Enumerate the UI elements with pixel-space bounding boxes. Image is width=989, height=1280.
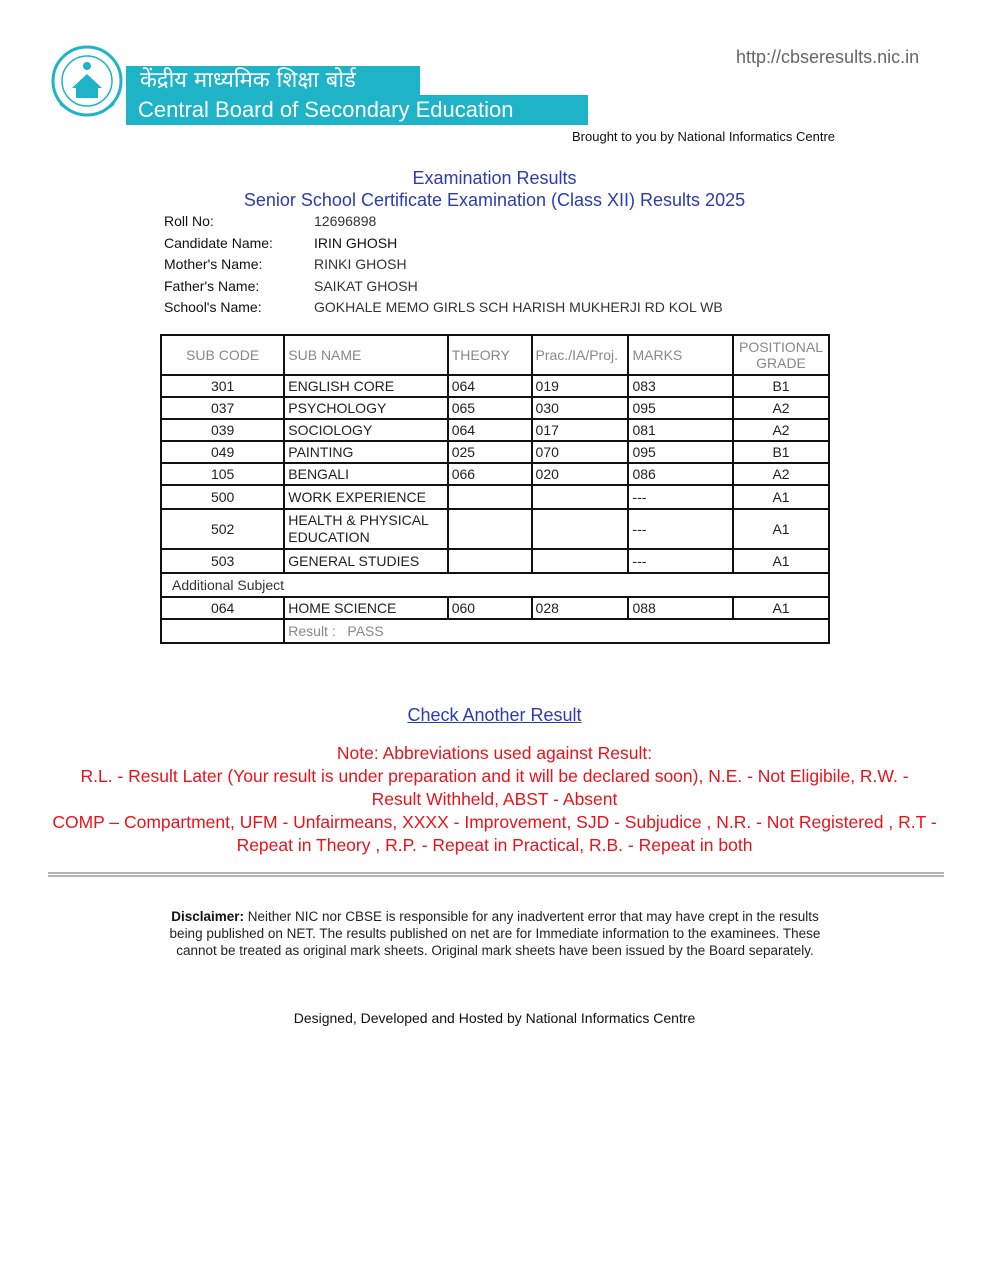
cbse-emblem-logo: [50, 44, 124, 122]
sub-name-line1: HEALTH & PHYSICAL: [288, 512, 429, 528]
table-row: [161, 549, 829, 573]
header-practical: Prac./IA/Proj.: [532, 335, 629, 375]
marks-cell: ---: [628, 509, 733, 549]
practical-cell: 017: [532, 419, 629, 441]
school-name-value: GOKHALE MEMO GIRLS SCH HARISH MUKHERJI RD KOL WB: [314, 299, 723, 315]
sub-code-cell: 039: [161, 419, 284, 441]
board-name-hindi: केंद्रीय माध्यमिक शिक्षा बोर्ड: [126, 66, 420, 95]
note-line-2: COMP – Compartment, UFM - Unfairmeans, XXXX - Improvement, SJD - Subjudice , N.R. - Not Registered , R.T - Repeat in Theory , R.P. - Repeat in Practical, R.B. - Repeat in both: [52, 812, 937, 855]
grade-cell: A1: [733, 549, 829, 573]
grade-cell: A2: [733, 419, 829, 441]
practical-cell: 070: [532, 441, 629, 463]
disclaimer: [164, 908, 826, 959]
header-grade-line2: GRADE: [756, 355, 806, 371]
marks-cell: 095: [628, 397, 733, 419]
practical-cell: 028: [532, 597, 629, 619]
school-name-label: School's Name:: [164, 299, 262, 315]
header-theory: THEORY: [448, 335, 532, 375]
theory-cell: [448, 485, 532, 509]
sub-code-cell: 500: [161, 485, 284, 509]
roll-label: Roll No:: [164, 213, 214, 229]
marks-cell: 083: [628, 375, 733, 397]
sub-code-cell: 502: [161, 509, 284, 549]
father-name-value: SAIKAT GHOSH: [314, 277, 418, 294]
note-heading: Note: Abbreviations used against Result:: [336, 743, 653, 763]
header-sub-code: SUB CODE: [161, 335, 284, 375]
table-row: [161, 509, 829, 549]
grade-cell: A1: [733, 485, 829, 509]
sub-name-cell: WORK EXPERIENCE: [284, 485, 447, 509]
header-positional-grade: [733, 335, 829, 375]
table-row: [161, 597, 829, 619]
mother-name-value: RINKI GHOSH: [314, 256, 407, 272]
check-another-result-link[interactable]: Check Another Result: [407, 705, 582, 725]
table-row: [161, 419, 829, 441]
practical-cell: 030: [532, 397, 629, 419]
board-name-english: Central Board of Secondary Education: [126, 95, 588, 125]
sub-name-line2: EDUCATION: [288, 529, 370, 545]
footer-credit: Designed, Developed and Hosted by National Informatics Centre: [293, 1010, 696, 1026]
marks-cell: 081: [628, 419, 733, 441]
sub-name-cell: [284, 509, 447, 549]
marks-cell: 088: [628, 597, 733, 619]
exam-subtitle: Senior School Certificate Examination (Class XII) Results 2025: [243, 190, 746, 210]
result-value: PASS: [347, 623, 384, 639]
divider: [48, 872, 944, 877]
table-row: [161, 441, 829, 463]
sub-name-cell: BENGALI: [284, 463, 447, 485]
grade-cell: A1: [733, 509, 829, 549]
abbreviations-note: [40, 742, 949, 857]
header-marks: MARKS: [628, 335, 733, 375]
theory-cell: 064: [448, 375, 532, 397]
sub-name-cell: GENERAL STUDIES: [284, 549, 447, 573]
exam-title: Examination Results: [412, 168, 577, 188]
table-row: [161, 463, 829, 485]
grade-cell: A2: [733, 397, 829, 419]
grade-cell: A1: [733, 597, 829, 619]
table-header-row: [161, 335, 829, 375]
sub-code-cell: 064: [161, 597, 284, 619]
practical-cell: 020: [532, 463, 629, 485]
table-row: [161, 485, 829, 509]
marks-cell: ---: [628, 549, 733, 573]
practical-cell: [532, 509, 629, 549]
site-url: http://cbseresults.nic.in: [736, 47, 920, 67]
practical-cell: 019: [532, 375, 629, 397]
sub-code-cell: 105: [161, 463, 284, 485]
theory-cell: [448, 549, 532, 573]
mother-name-label: Mother's Name:: [164, 256, 263, 272]
table-row: [161, 375, 829, 397]
additional-subject-label: Additional Subject: [161, 573, 829, 597]
grade-cell: B1: [733, 441, 829, 463]
disclaimer-label: Disclaimer:: [171, 909, 244, 924]
sub-code-cell: 037: [161, 397, 284, 419]
marks-table: [160, 334, 830, 644]
grade-cell: A2: [733, 463, 829, 485]
practical-cell: [532, 485, 629, 509]
grade-cell: B1: [733, 375, 829, 397]
theory-cell: 060: [448, 597, 532, 619]
marks-cell: ---: [628, 485, 733, 509]
candidate-name-value: IRIN GHOSH: [314, 234, 398, 251]
result-label: Result :: [288, 623, 336, 639]
sub-name-cell: PAINTING: [284, 441, 447, 463]
sub-name-cell: PSYCHOLOGY: [284, 397, 447, 419]
marks-cell: 086: [628, 463, 733, 485]
note-line-1: R.L. - Result Later (Your result is under preparation and it will be declared soon), N.E. - Not Eligibile, R.W. - Result Withheld, ABST - Absent: [80, 766, 909, 809]
sub-name-cell: HOME SCIENCE: [284, 597, 447, 619]
theory-cell: 065: [448, 397, 532, 419]
sub-code-cell: 049: [161, 441, 284, 463]
theory-cell: 064: [448, 419, 532, 441]
marks-cell: 095: [628, 441, 733, 463]
roll-value: 12696898: [314, 213, 377, 229]
practical-cell: [532, 549, 629, 573]
brought-by-text: Brought to you by National Informatics Centre: [572, 129, 836, 144]
father-name-label: Father's Name:: [164, 277, 260, 294]
additional-subject-row: [161, 573, 829, 597]
header-sub-name: SUB NAME: [284, 335, 447, 375]
result-empty-cell: [161, 619, 284, 643]
sub-name-cell: SOCIOLOGY: [284, 419, 447, 441]
theory-cell: 066: [448, 463, 532, 485]
theory-cell: [448, 509, 532, 549]
sub-code-cell: 503: [161, 549, 284, 573]
sub-code-cell: 301: [161, 375, 284, 397]
header-grade-line1: POSITIONAL: [738, 339, 824, 355]
table-row: [161, 397, 829, 419]
theory-cell: 025: [448, 441, 532, 463]
result-cell: [284, 619, 829, 643]
result-row: [161, 619, 829, 643]
sub-name-cell: ENGLISH CORE: [284, 375, 447, 397]
candidate-name-label: Candidate Name:: [164, 234, 273, 251]
disclaimer-text: Neither NIC nor CBSE is responsible for any inadvertent error that may have crept in the results being published on NET. The results published on net are for Immediate information to the examinees. These cannot be treated as original mark sheets. Original mark sheets have been issued by the Board separately.: [169, 909, 821, 958]
